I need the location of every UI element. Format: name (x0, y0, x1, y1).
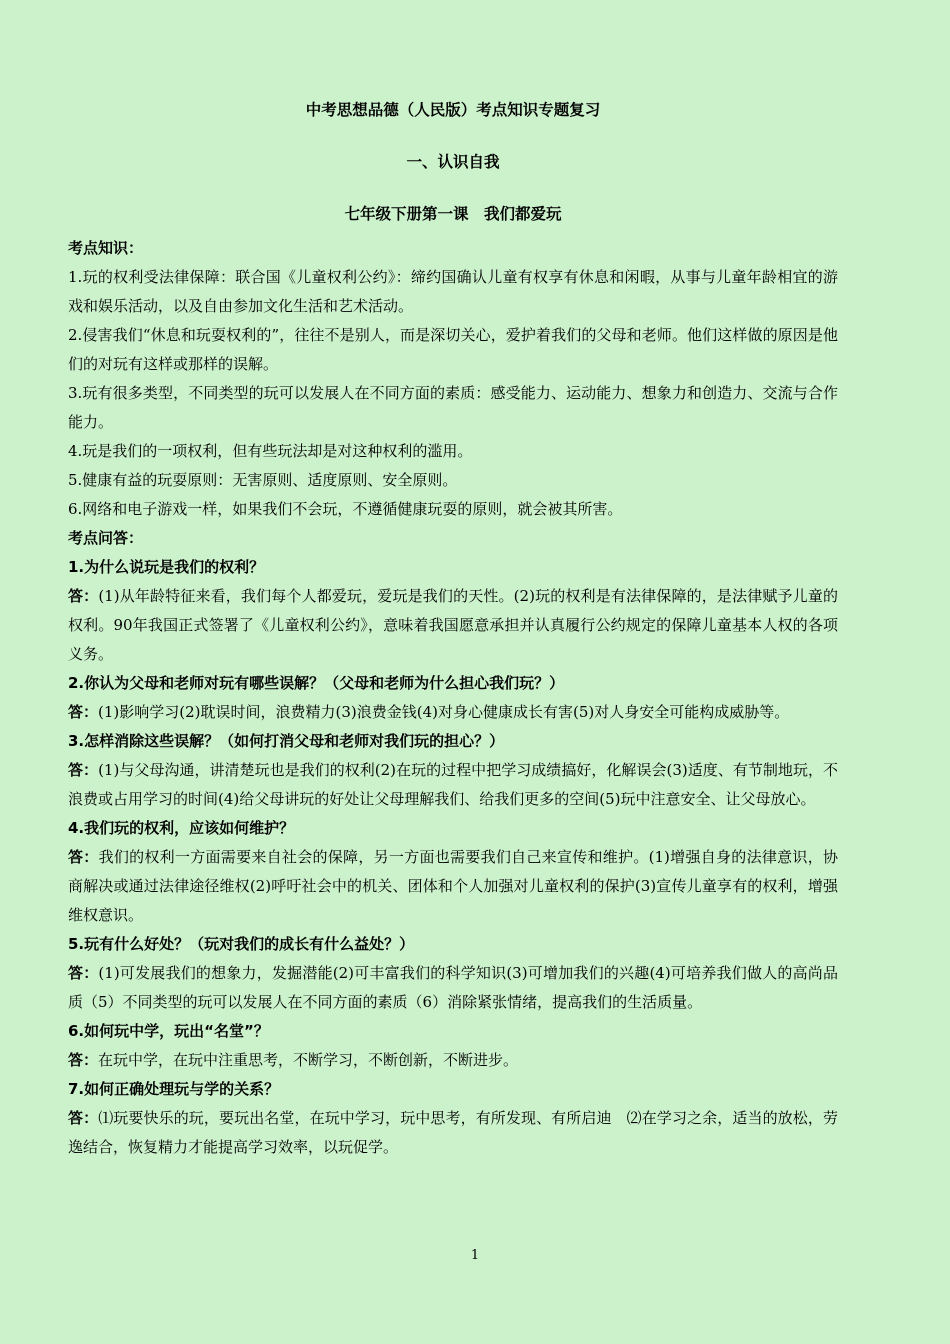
answer (68, 582, 838, 669)
answer (68, 698, 838, 727)
answer (68, 959, 838, 1017)
question: 3.怎样消除这些误解？（如何打消父母和老师对我们玩的担心？） (68, 732, 505, 750)
question: 6.如何玩中学，玩出“名堂”？ (68, 1022, 269, 1040)
question: 7.如何正确处理玩与学的关系？ (68, 1080, 280, 1098)
knowledge-item: 2.侵害我们“休息和玩耍权利的”，往往不是别人，而是深切关心，爱护着我们的父母和老师。他们这样做的原因是他们的对玩有这样或那样的误解。 (68, 326, 838, 373)
answer-label: 答： (68, 761, 99, 779)
answer-label: 答： (68, 848, 99, 866)
document-content (68, 96, 838, 1162)
document-title: 中考思想品德（人民版）考点知识专题复习 (305, 101, 601, 119)
answer-text: (1)与父母沟通，讲清楚玩也是我们的权利(2)在玩的过程中把学习成绩搞好，化解误会(3)适度、有节制地玩，不浪费或占用学习的时间(4)给父母讲玩的好处让父母理解我们、给我们更多的空间(5)玩中注意安全、让父母放心。 (68, 761, 838, 808)
answer-text: 在玩中学，在玩中注重思考，不断学习，不断创新，不断进步。 (98, 1051, 519, 1069)
knowledge-item: 4.玩是我们的一项权利，但有些玩法却是对这种权利的滥用。 (68, 442, 473, 460)
qa-heading: 考点问答： (68, 529, 144, 547)
answer-label: 答： (68, 1051, 99, 1069)
question: 2.你认为父母和老师对玩有哪些误解？（父母和老师为什么担心我们玩？） (68, 674, 565, 692)
answer-label: 答： (68, 1109, 99, 1127)
answer (68, 843, 838, 930)
page-number: 1 (470, 1248, 480, 1263)
section-title: 一、认识自我 (406, 153, 500, 171)
answer-label: 答： (68, 964, 99, 982)
answer-label: 答： (68, 703, 99, 721)
answer-text: ⑴玩要快乐的玩，要玩出名堂，在玩中学习，玩中思考，有所发现、有所启迪 ⑵在学习之余，适当的放松，劳逸结合，恢复精力才能提高学习效率，以玩促学。 (68, 1109, 838, 1156)
answer (68, 1046, 838, 1075)
question: 4.我们玩的权利，应该如何维护？ (68, 819, 295, 837)
question: 5.玩有什么好处？（玩对我们的成长有什么益处？） (68, 935, 415, 953)
answer-text: (1)可发展我们的想象力，发掘潜能(2)可丰富我们的科学知识(3)可增加我们的兴趣(4)可培养我们做人的高尚品质（5）不同类型的玩可以发展人在不同方面的素质（6）消除紧张情绪，提高我们的生活质量。 (68, 964, 838, 1011)
knowledge-item: 5.健康有益的玩耍原则：无害原则、适度原则、安全原则。 (68, 471, 458, 489)
knowledge-item: 1.玩的权利受法律保障：联合国《儿童权利公约》：缔约国确认儿童有权享有休息和闲暇，从事与儿童年龄相宜的游戏和娱乐活动，以及自由参加文化生活和艺术活动。 (68, 268, 838, 315)
answer-text: 我们的权利一方面需要来自社会的保障，另一方面也需要我们自己来宣传和维护。(1)增强自身的法律意识，协商解决或通过法律途径维权(2)呼吁社会中的机关、团体和个人加强对儿童权利的保护(3)宣传儿童享有的权利，增强维权意识。 (68, 848, 838, 924)
answer (68, 756, 838, 814)
answer-label: 答： (68, 587, 99, 605)
lesson-title: 七年级下册第一课 我们都爱玩 (344, 205, 562, 223)
question: 1.为什么说玩是我们的权利？ (68, 558, 265, 576)
knowledge-item: 3.玩有很多类型，不同类型的玩可以发展人在不同方面的素质：感受能力、运动能力、想象力和创造力、交流与合作能力。 (68, 384, 838, 431)
knowledge-item: 6.网络和电子游戏一样，如果我们不会玩，不遵循健康玩耍的原则，就会被其所害。 (68, 500, 623, 518)
answer-text: (1)从年龄特征来看，我们每个人都爱玩，爱玩是我们的天性。(2)玩的权利是有法律保障的，是法律赋予儿童的权利。90年我国正式签署了《儿童权利公约》，意味着我国愿意承担并认真履行公约规定的保障儿童基本人权的各项义务。 (68, 587, 838, 663)
knowledge-heading: 考点知识： (68, 239, 144, 257)
answer-text: (1)影响学习(2)耽误时间，浪费精力(3)浪费金钱(4)对身心健康成长有害(5)对人身安全可能构成威胁等。 (98, 703, 790, 721)
answer (68, 1104, 838, 1162)
